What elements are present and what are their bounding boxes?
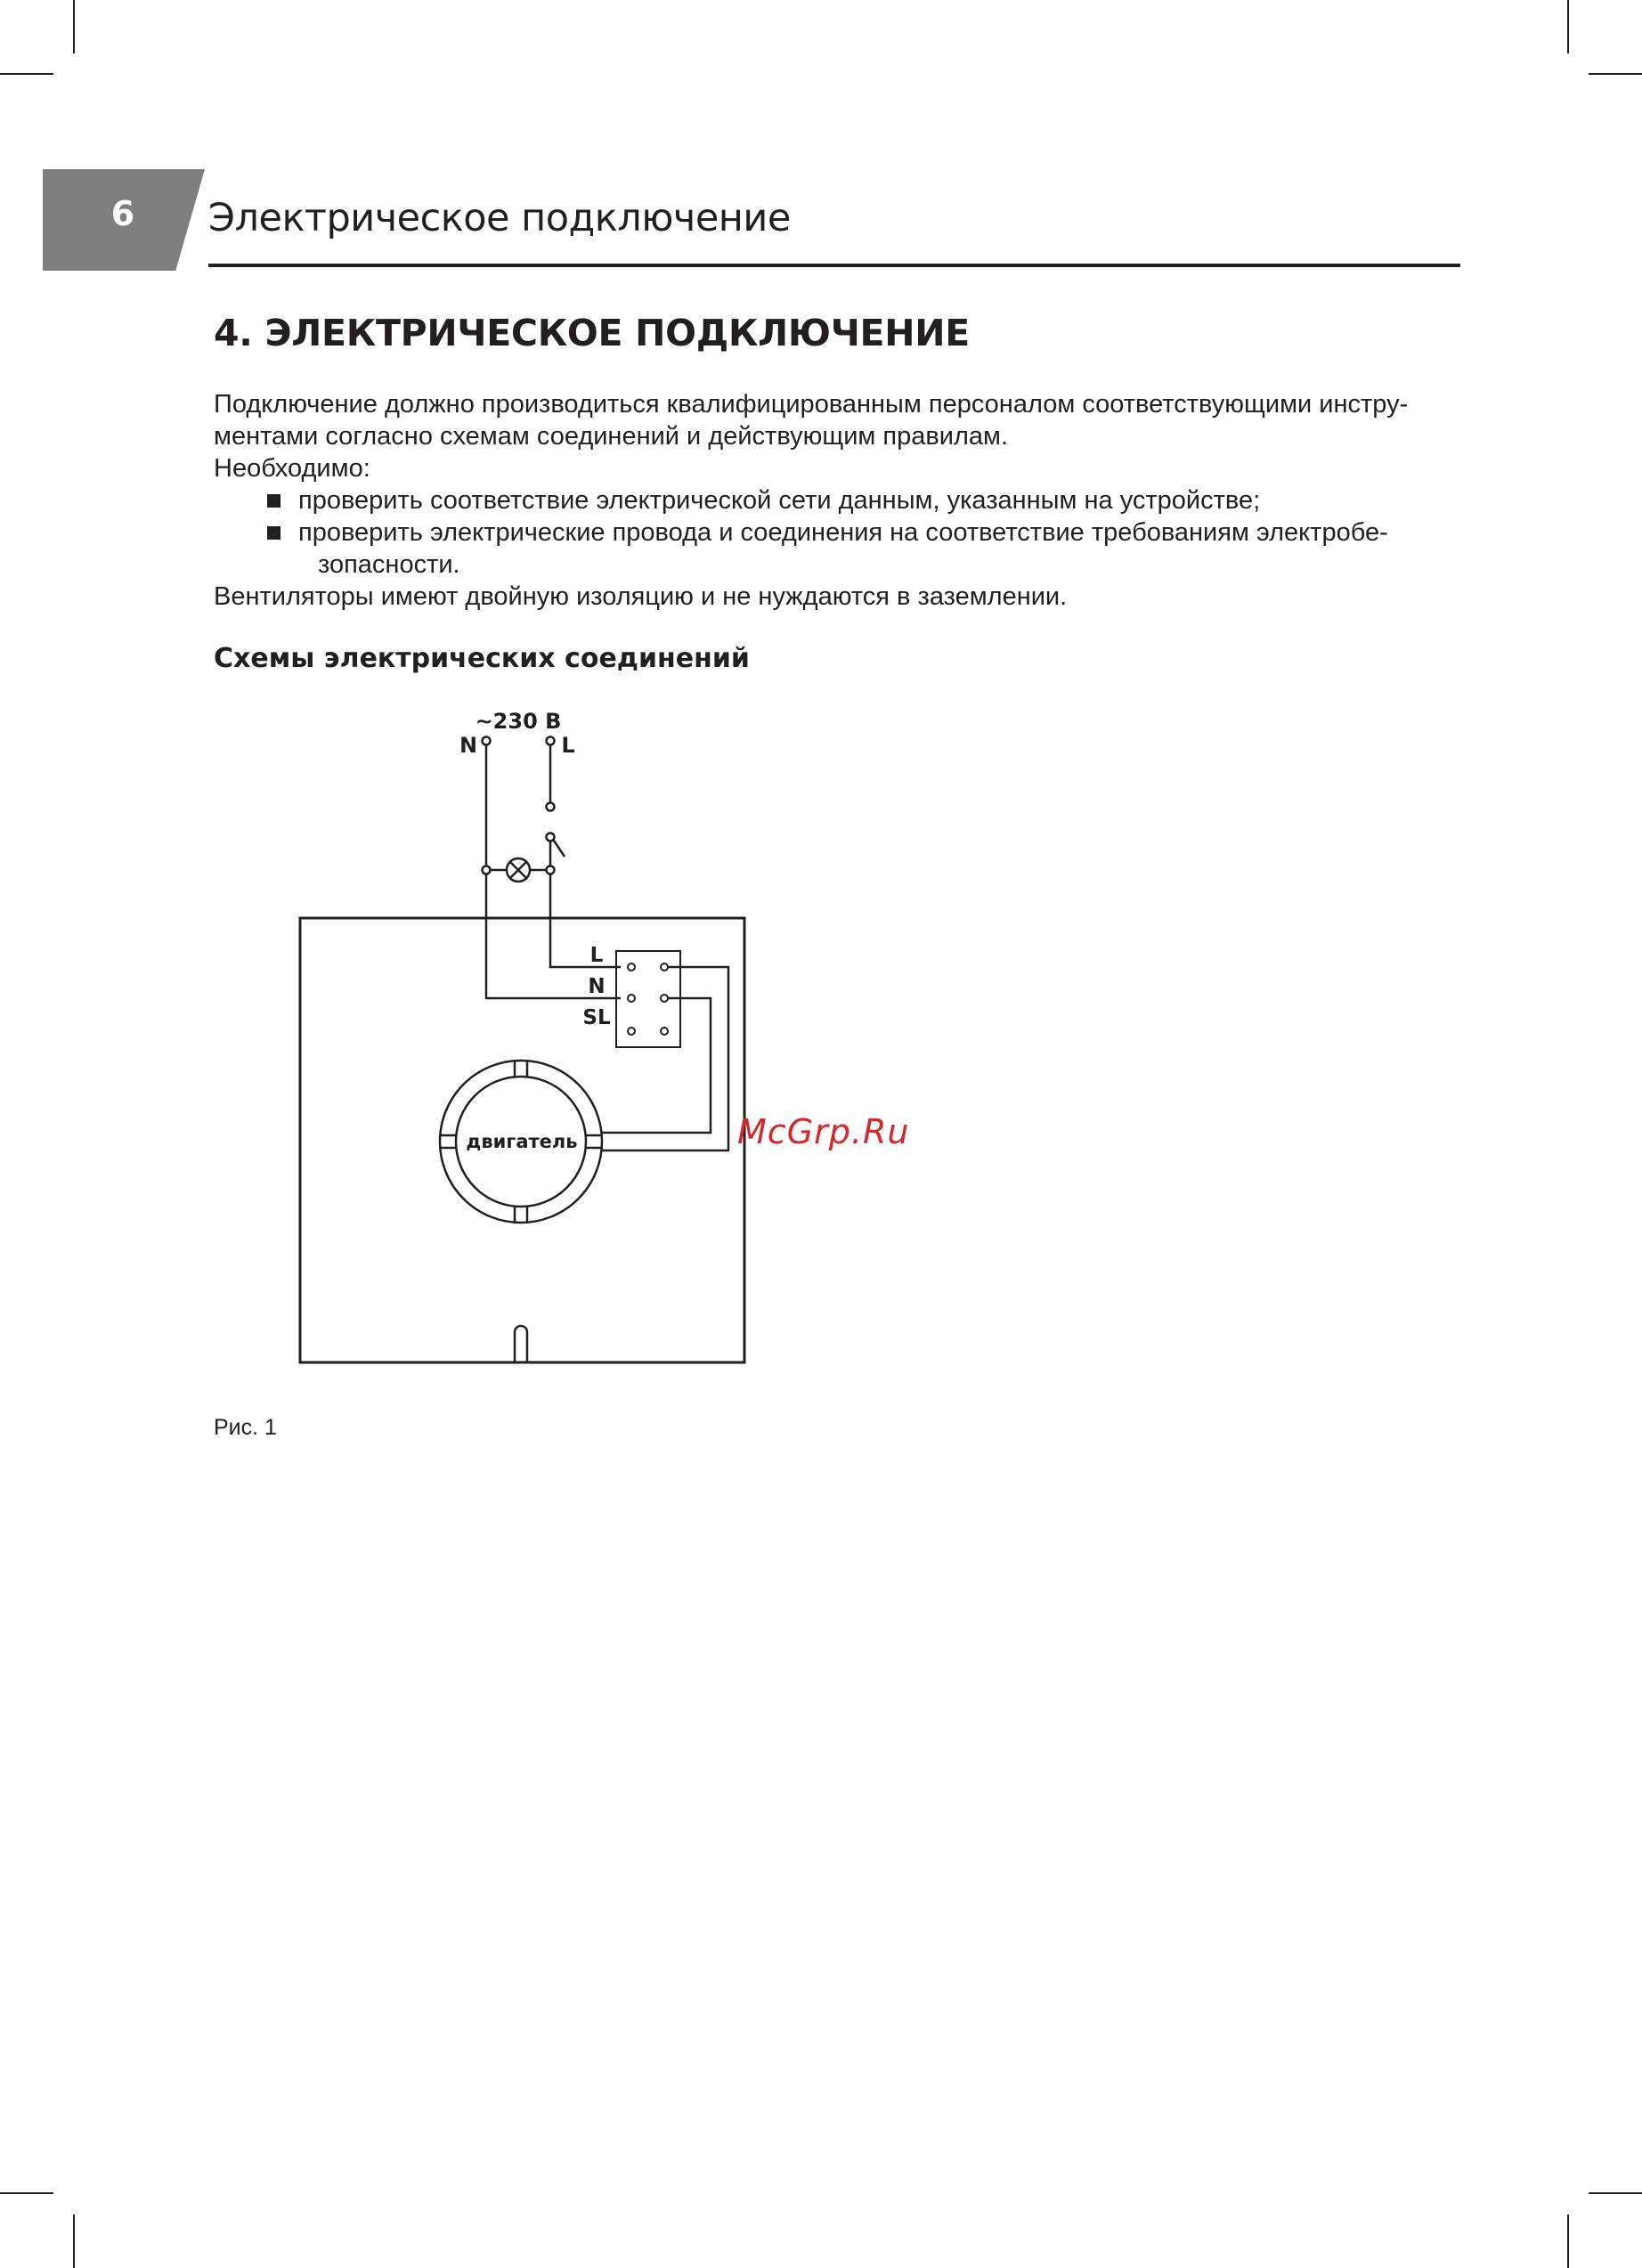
crop-mark (0, 2192, 53, 2194)
bullet-square-icon (267, 526, 280, 540)
watermark: McGrp.Ru (737, 1112, 910, 1151)
terminal-l-label: L (589, 944, 604, 967)
terminal-l-out (661, 963, 668, 971)
supply-voltage-label: ~230 В (475, 709, 562, 734)
wire-terminal-n-to-motor (602, 998, 711, 1133)
crop-mark (1567, 0, 1569, 53)
lamp-junction-n (483, 866, 491, 874)
wire-l-to-terminal (550, 874, 621, 967)
crop-mark (1567, 2215, 1569, 2268)
neutral-label: N (459, 733, 478, 758)
terminal-sl-label: SL (582, 1006, 611, 1029)
mounting-slot (515, 1326, 527, 1362)
crop-mark (73, 2215, 75, 2268)
terminal-n-label: N (588, 975, 606, 998)
bullet-2-line-1: проверить электрические провода и соединения на соответствие требованиям электробе- (298, 518, 1388, 547)
switch-contact-top (547, 803, 555, 811)
terminal-sl-in (628, 1028, 635, 1035)
paragraph-2: Необходимо: (214, 454, 370, 483)
switch-contact-bottom (547, 833, 555, 841)
figure-caption: Рис. 1 (214, 1415, 277, 1440)
lamp-junction-l (547, 866, 555, 874)
bullet-2-line-2: зопасности. (318, 550, 460, 579)
motor-label: двигатель (466, 1131, 578, 1152)
crop-mark (1589, 73, 1642, 75)
header-rule (208, 264, 1460, 267)
terminal-l-in (628, 963, 635, 971)
crop-mark (73, 0, 75, 53)
paragraph-1-line-1: Подключение должно производиться квалифицированным персоналом соответствующими инстру- (214, 390, 1409, 419)
bullet-square-icon (267, 494, 280, 508)
section-title: 4. ЭЛЕКТРИЧЕСКОЕ ПОДКЛЮЧЕНИЕ (214, 312, 970, 354)
supply-terminal-l (547, 737, 555, 745)
paragraph-3: Вентиляторы имеют двойную изоляцию и не нуждаются в заземлении. (214, 582, 1068, 611)
supply-terminal-n (483, 737, 491, 745)
page-number: 6 (110, 194, 135, 233)
paragraph-1-line-2: ментами согласно схемам соединений и действующим правилам. (214, 422, 1009, 451)
bullet-1: проверить соответствие электрической сети данным, указанным на устройстве; (298, 486, 1261, 515)
subsection-title: Схемы электрических соединений (214, 643, 750, 674)
running-head: Электрическое подключение (208, 196, 791, 240)
terminal-n-in (628, 995, 635, 1002)
terminal-n-out (661, 995, 668, 1002)
wiring-diagram (267, 695, 766, 1389)
crop-mark (0, 73, 53, 75)
line-label: L (561, 733, 575, 758)
terminal-sl-out (661, 1028, 668, 1035)
crop-mark (1589, 2192, 1642, 2194)
